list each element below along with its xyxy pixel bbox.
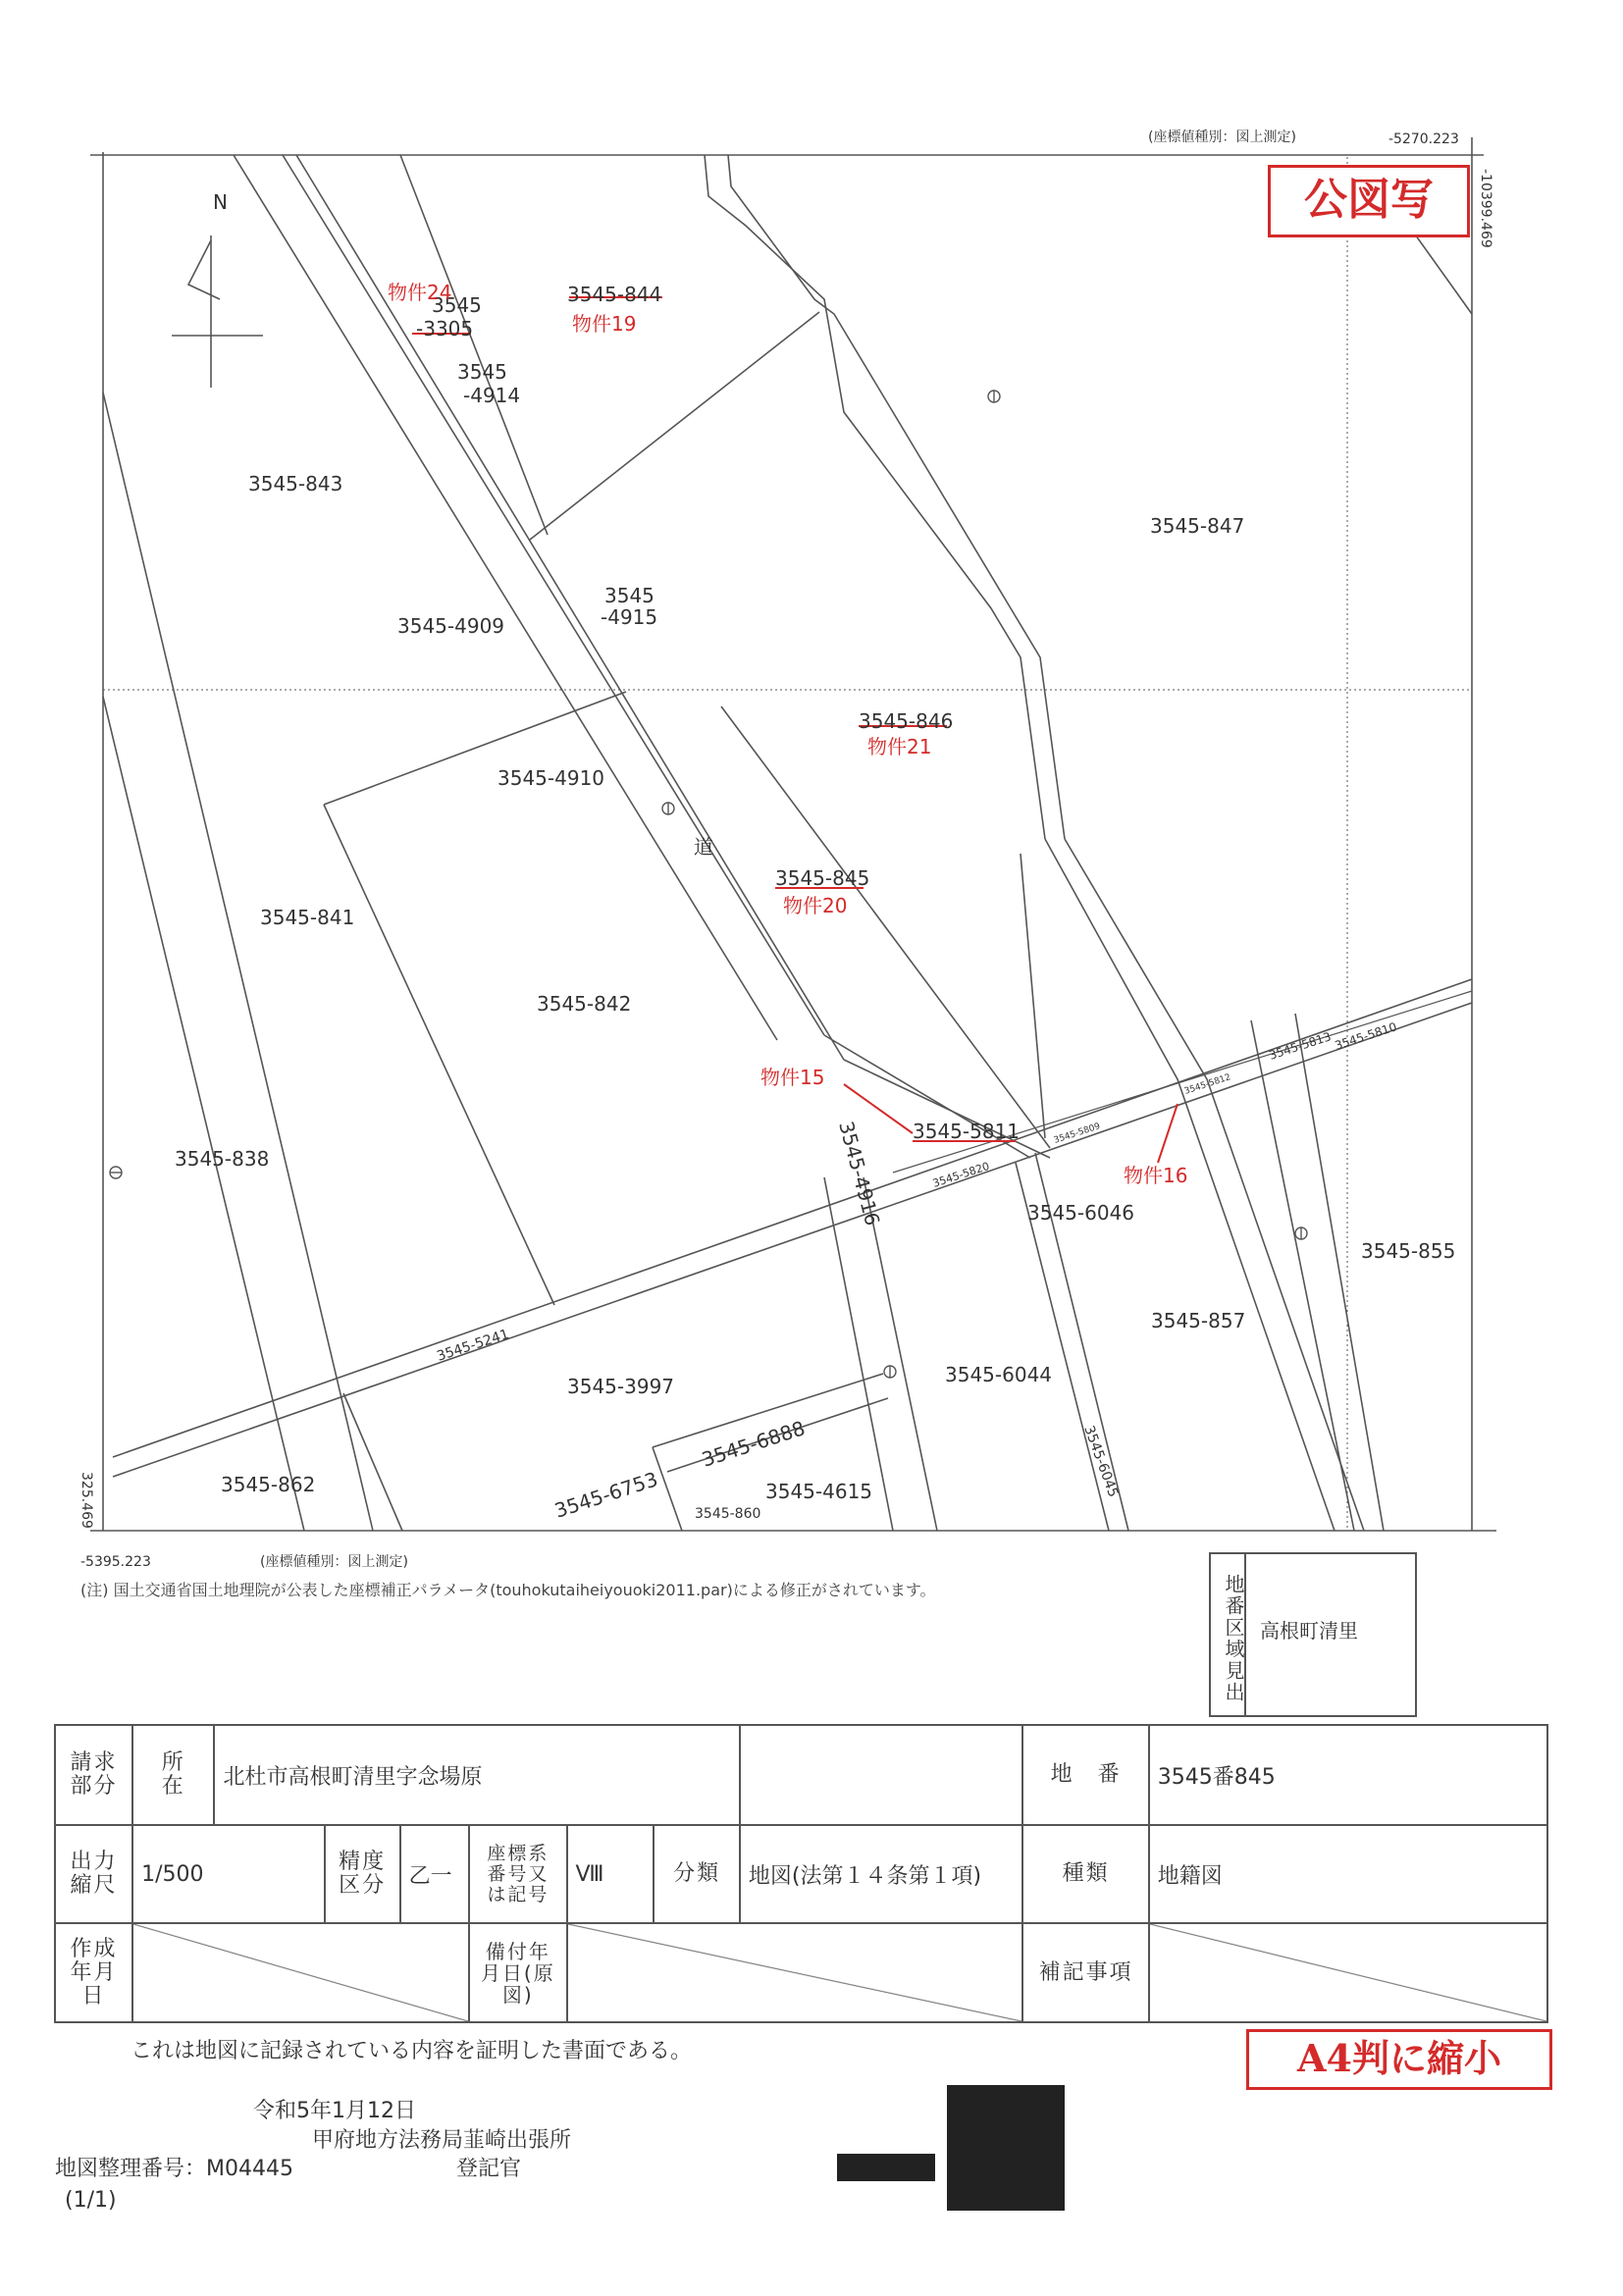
parcel-3545-4915-b: -4915 — [601, 605, 658, 629]
parcel-3545-5812: 3545-5812 — [1182, 1072, 1232, 1097]
location-label: 所 在 — [132, 1725, 214, 1825]
coord-system-label: 座標系番号又は記号 — [469, 1825, 566, 1923]
region-value: 高根町清里 — [1260, 1619, 1358, 1643]
coord-system-value: Ⅷ — [567, 1825, 654, 1923]
parcel-3545-843: 3545-843 — [248, 472, 343, 496]
noted-value — [567, 1923, 1023, 2022]
parcel-3545-6044: 3545-6044 — [945, 1363, 1053, 1386]
map-number: 地図整理番号：M04445 — [55, 2157, 293, 2181]
parcel-3545-3997: 3545-3997 — [567, 1375, 675, 1398]
property-leaders — [412, 297, 1178, 1163]
parcel-3545-5810: 3545-5810 — [1333, 1019, 1399, 1053]
remarks-label: 補記事項 — [1022, 1923, 1148, 2022]
redaction-seal — [947, 2085, 1065, 2211]
page-indicator: (1/1) — [65, 2188, 117, 2213]
issuing-office: 甲府地方法務局韮崎出張所 — [312, 2128, 572, 2153]
precision-value: 乙一 — [400, 1825, 470, 1923]
noted-label: 備付年月日(原図) — [469, 1923, 566, 2022]
redaction-bar — [837, 2154, 935, 2181]
scale-label: 出力縮尺 — [55, 1825, 132, 1923]
coordinate-note: (注) 国土交通省国土地理院が公表した座標補正パラメータ(touhokutaiheiyouoki2011.par)による修正がされています。 — [80, 1581, 936, 1599]
parcel-3545-5813: 3545-5813 — [1267, 1029, 1334, 1063]
parcel-3545-845: 3545-845 — [775, 866, 870, 890]
parcel-3545-4615: 3545-4615 — [765, 1480, 873, 1503]
parcel-3545-4915-a: 3545 — [604, 584, 654, 607]
parcel-3545-5241: 3545-5241 — [435, 1327, 511, 1365]
registrar-label: 登記官 — [456, 2157, 522, 2181]
property-15: 物件15 — [760, 1066, 825, 1089]
a4-stamp: A4判に縮小 — [1246, 2029, 1552, 2090]
parcel-3545-3305-a: 3545 — [432, 293, 482, 317]
precision-label: 精度区分 — [325, 1825, 400, 1923]
parcel-3545-862: 3545-862 — [221, 1473, 316, 1496]
parcel-3545-842: 3545-842 — [537, 992, 632, 1016]
requester-label: 請求部分 — [55, 1725, 132, 1825]
type-value: 地籍図 — [1149, 1825, 1547, 1923]
coord-left-side: 325.469 — [79, 1472, 94, 1529]
lot-label: 地 番 — [1022, 1725, 1148, 1825]
property-21: 物件21 — [867, 735, 932, 758]
class-label: 分類 — [654, 1825, 740, 1923]
parcel-3545-6753: 3545-6753 — [551, 1467, 661, 1523]
class-value: 地図(法第１４条第１項) — [740, 1825, 1023, 1923]
parcel-3545-4910: 3545-4910 — [497, 766, 605, 790]
property-19: 物件19 — [572, 312, 637, 336]
parcel-3545-860: 3545-860 — [695, 1506, 761, 1522]
property-20: 物件20 — [783, 894, 848, 917]
location-value: 北杜市高根町清里字念場原 — [214, 1725, 739, 1825]
issue-date: 令和5年1月12日 — [253, 2099, 416, 2123]
coord-top: (座標値種別：図上測定) — [1148, 130, 1296, 145]
parcel-3545-846: 3545-846 — [859, 709, 954, 733]
parcel-3545-4914-b: -4914 — [463, 384, 521, 407]
certification-text: これは地図に記録されている内容を証明した書面である。 — [131, 2039, 693, 2063]
lot-value: 3545番845 — [1149, 1725, 1547, 1825]
road-label: 道 — [694, 835, 713, 859]
survey-markers — [110, 391, 1307, 1378]
parcel-3545-4916: 3545-4916 — [834, 1119, 885, 1228]
coord-bottom-left: -5395.223 — [80, 1554, 151, 1570]
parcel-3545-857: 3545-857 — [1151, 1309, 1246, 1332]
map-lines — [90, 137, 1496, 1531]
parcel-3545-855: 3545-855 — [1361, 1239, 1456, 1263]
parcel-3545-6045: 3545-6045 — [1080, 1423, 1122, 1500]
parcel-3545-841: 3545-841 — [260, 906, 355, 929]
parcel-3545-5809: 3545-5809 — [1052, 1122, 1102, 1146]
parcel-3545-5820: 3545-5820 — [930, 1159, 991, 1190]
coord-bottom: (座標値種別：図上測定) — [260, 1554, 408, 1570]
remarks-value — [1149, 1923, 1547, 2022]
property-16: 物件16 — [1124, 1164, 1188, 1187]
coord-right-side: -10399.469 — [1478, 169, 1493, 248]
property-24: 物件24 — [388, 281, 452, 304]
kouzu-stamp: 公図写 — [1268, 165, 1470, 237]
parcel-3545-3305-b: -3305 — [416, 317, 474, 340]
created-value — [132, 1923, 469, 2022]
map-info-table — [54, 1724, 1548, 2023]
region-label: 地番区域見出 — [1211, 1554, 1246, 1715]
region-heading-box — [1209, 1552, 1417, 1717]
parcel-3545-4909: 3545-4909 — [397, 614, 505, 638]
parcel-3545-5811: 3545-5811 — [913, 1120, 1021, 1143]
coord-right-top: -5270.223 — [1388, 131, 1459, 147]
parcel-3545-4914-a: 3545 — [457, 360, 507, 384]
scale-value: 1/500 — [132, 1825, 325, 1923]
type-label: 種類 — [1022, 1825, 1148, 1923]
created-label: 作成年月日 — [55, 1923, 132, 2022]
parcel-3545-847: 3545-847 — [1150, 514, 1245, 538]
parcel-3545-844: 3545-844 — [567, 283, 662, 306]
parcel-3545-6888: 3545-6888 — [699, 1416, 809, 1472]
parcel-3545-838: 3545-838 — [175, 1147, 270, 1171]
parcel-3545-6046: 3545-6046 — [1027, 1201, 1135, 1225]
north-label: N — [213, 190, 228, 214]
